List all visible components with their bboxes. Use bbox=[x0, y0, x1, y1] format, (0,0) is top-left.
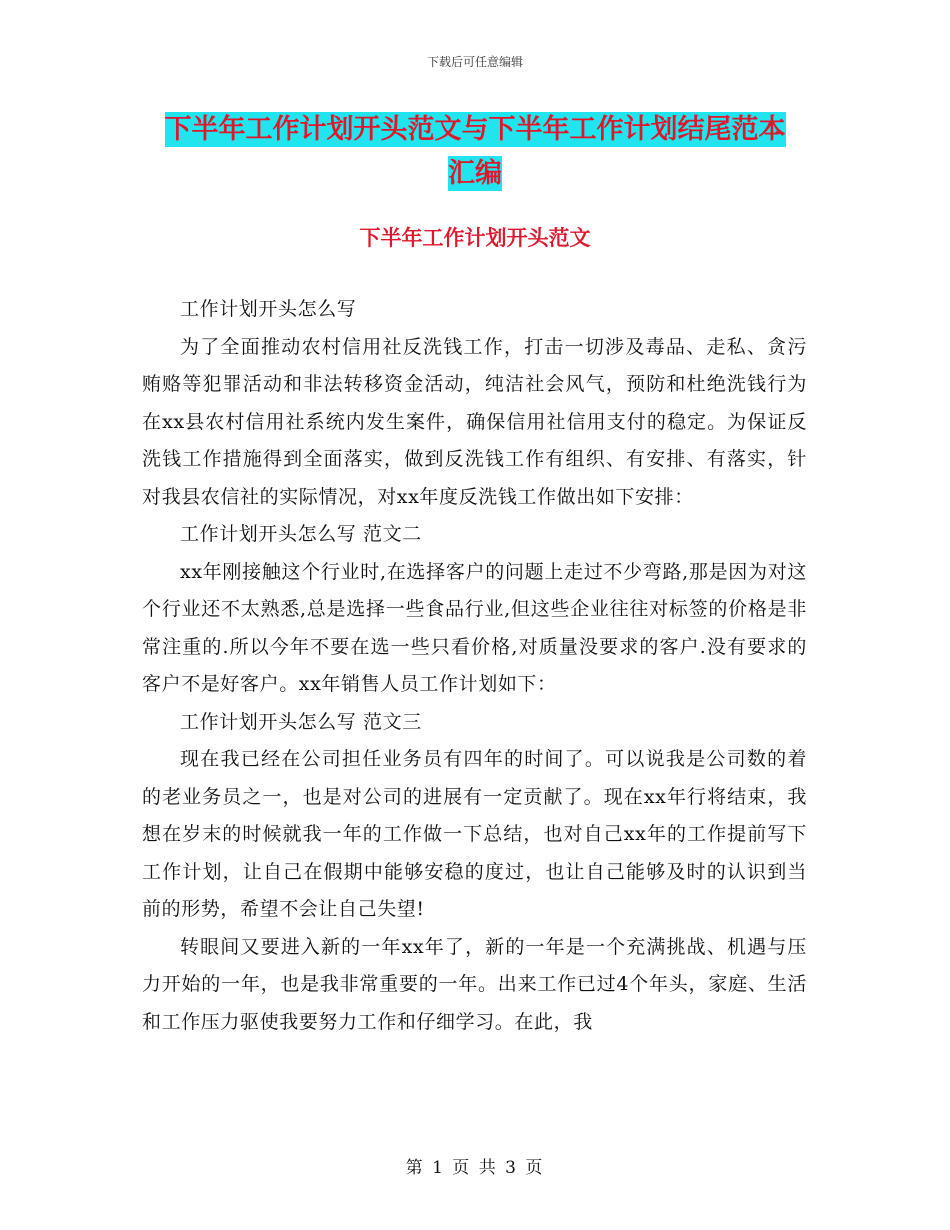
document-title bbox=[140, 108, 810, 196]
body-paragraph: 为了全面推动农村信用社反洗钱工作，打击一切涉及毒品、走私、贪污贿赂等犯罪活动和非法转移资金活动，纯洁社会风气，预防和杜绝洗钱行为在xx县农村信用社系统内发生案件，确保信用社信用支付的稳定。为保证反洗钱工作措施得到全面落实，做到反洗钱工作有组织、有安排、有落实，针对我县农信社的实际情况，对xx年度反洗钱工作做出如下安排： bbox=[142, 335, 807, 508]
document-body bbox=[142, 291, 807, 1041]
body-paragraph: 转眼间又要进入新的一年xx年了，新的一年是一个充满挑战、机遇与压力开始的一年，也是我非常重要的一年。出来工作已过4个年头，家庭、生活和工作压力驱使我要努力工作和仔细学习。在此，我 bbox=[142, 935, 807, 1033]
section-title: 下半年工作计划开头范文 bbox=[359, 226, 591, 250]
page-footer: 第 1 页 共 3 页 bbox=[405, 1158, 545, 1178]
header-note: 下载后可任意编辑 bbox=[426, 55, 523, 69]
subheading-paragraph: 工作计划开头怎么写 bbox=[180, 298, 357, 320]
body-paragraph: 现在我已经在公司担任业务员有四年的时间了。可以说我是公司数的着的老业务员之一，也是对公司的进展有一定贡献了。现在xx年行将结束，我想在岁末的时候就我一年的工作做一下总结，也对自己xx年的工作提前写下工作计划，让自己在假期中能够安稳的度过，也让自己能够及时的认识到当前的形势，希望不会让自己失望! bbox=[142, 748, 807, 920]
document-title-line-2: 汇编 bbox=[448, 158, 502, 189]
document-title-line-1: 下半年工作计划开头范文与下半年工作计划结尾范本 bbox=[164, 114, 786, 145]
subheading-paragraph: 工作计划开头怎么写 范文二 bbox=[180, 523, 422, 545]
body-paragraph: xx年刚接触这个行业时,在选择客户的问题上走过不少弯路,那是因为对这个行业还不太熟悉,总是选择一些食品行业,但这些企业往往对标签的价格是非常注重的.所以今年不要在选一些只看价格,对质量没要求的客户.没有要求的客户不是好客户。xx年销售人员工作计划如下： bbox=[142, 560, 807, 695]
subheading-paragraph: 工作计划开头怎么写 范文三 bbox=[180, 710, 422, 733]
